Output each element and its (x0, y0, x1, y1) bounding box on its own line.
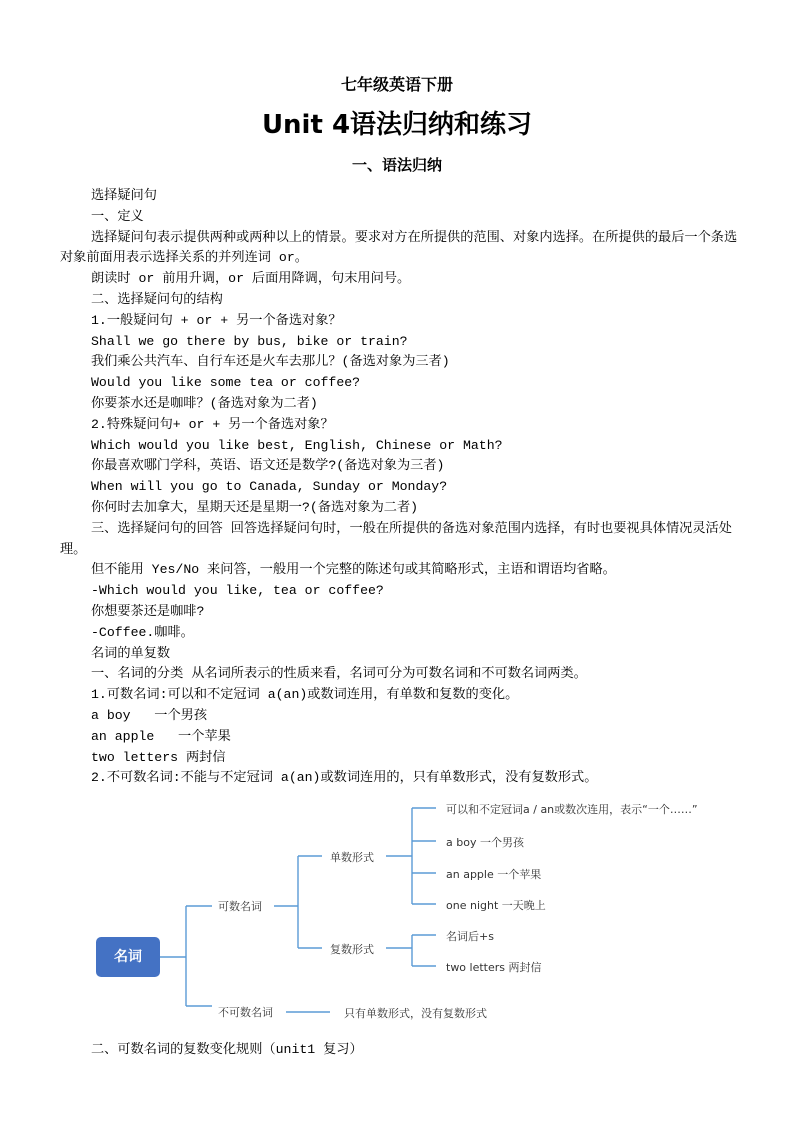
paragraph: 一、定义 (91, 208, 144, 224)
example-sentence: Would you like some tea or coffee? (91, 375, 361, 391)
example-sentence: -Coffee.咖啡。 (91, 624, 194, 640)
plural-item: 名词后+s (446, 930, 494, 943)
uncountable-item: 只有单数形式，没有复数形式 (344, 1007, 487, 1020)
singular-item: 可以和不定冠词a / an或数次连用，表示“一个……” (446, 803, 698, 816)
noun-mind-map (90, 796, 730, 1028)
example-sentence: When will you go to Canada, Sunday or Monday? (91, 479, 448, 495)
plural-node: 复数形式 (330, 943, 374, 956)
paragraph: 但不能用 Yes/No 来问答，一般用一个完整的陈述句或其简略形式，主语和谓语均省略。 (91, 562, 616, 578)
singular-item: a boy 一个男孩 (446, 836, 524, 849)
grade-title: 七年级英语下册 (340, 75, 453, 94)
singular-branch-line (386, 808, 436, 904)
paragraph: 三、选择疑问句的回答 回答选择疑问句时，一般在所提供的备选对象范围内选择，有时也要视具体情况灵活处理。 (60, 520, 732, 557)
section-title: 一、语法归纳 (351, 156, 442, 174)
translation: 你想要茶还是咖啡? (91, 603, 205, 619)
paragraph: 选择疑问句表示提供两种或两种以上的情景。要求对方在所提供的范围、对象内选择。在所提供的最后一个条选对象前面用表示选择关系的并列连词 or。 (60, 229, 738, 266)
example-sentence: Shall we go there by bus, bike or train? (91, 333, 408, 349)
paragraph: 2.特殊疑问句+ or + 另一个备选对象？ (91, 416, 334, 432)
countable-branch-line (274, 856, 322, 948)
singular-item: an apple 一个苹果 (446, 868, 542, 881)
paragraph: 名词的单复数 (91, 645, 171, 661)
uncountable-node: 不可数名词 (218, 1006, 273, 1019)
root-node-noun: 名词 (96, 937, 160, 977)
paragraph: 2.不可数名词:不能与不定冠词 a(an)或数词连用的，只有单数形式，没有复数形式。 (91, 770, 598, 786)
countable-node: 可数名词 (218, 900, 262, 913)
paragraph: 1.可数名词:可以和不定冠词 a(an)或数词连用，有单数和复数的变化。 (91, 687, 519, 703)
translation: 你何时去加拿大，星期天还是星期一?(备选对象为二者) (91, 499, 419, 515)
paragraph: 1.一般疑问句 + or + 另一个备选对象？ (91, 312, 342, 328)
example-sentence: Which would you like best, English, Chinese or Math? (91, 437, 503, 453)
mind-map-connectors (90, 796, 730, 1028)
translation: 我们乘公共汽车、自行车还是火车去那儿？(备选对象为三者) (91, 354, 450, 370)
paragraph: 二、选择疑问句的结构 (91, 291, 223, 307)
plural-item: two letters 两封信 (446, 961, 542, 974)
unit-title: Unit 4语法归纳和练习 (261, 110, 533, 140)
example-sentence: -Which would you like, tea or coffee? (91, 583, 384, 599)
translation: 你要茶水还是咖啡？(备选对象为二者) (91, 395, 318, 411)
translation: 你最喜欢哪门学科，英语、语文还是数学?(备选对象为三者) (91, 458, 445, 474)
paragraph: 选择疑问句 (91, 188, 157, 203)
paragraph: 朗读时 or 前用升调，or 后面用降调，句末用问号。 (91, 271, 411, 287)
singular-node: 单数形式 (330, 851, 374, 864)
example-phrase: two letters 两封信 (91, 749, 226, 765)
singular-item: one night 一天晚上 (446, 899, 546, 912)
paragraph: 二、可数名词的复数变化规则（unit1 复习） (91, 1042, 363, 1057)
root-branch-line (160, 906, 212, 1006)
grammar-body (60, 186, 738, 789)
rules-heading-block (60, 1040, 738, 1061)
example-phrase: a boy 一个男孩 (91, 707, 208, 723)
example-phrase: an apple 一个苹果 (91, 728, 231, 744)
plural-branch-line (386, 935, 436, 966)
paragraph: 一、名词的分类 从名词所表示的性质来看，名词可分为可数名词和不可数名词两类。 (91, 666, 587, 682)
